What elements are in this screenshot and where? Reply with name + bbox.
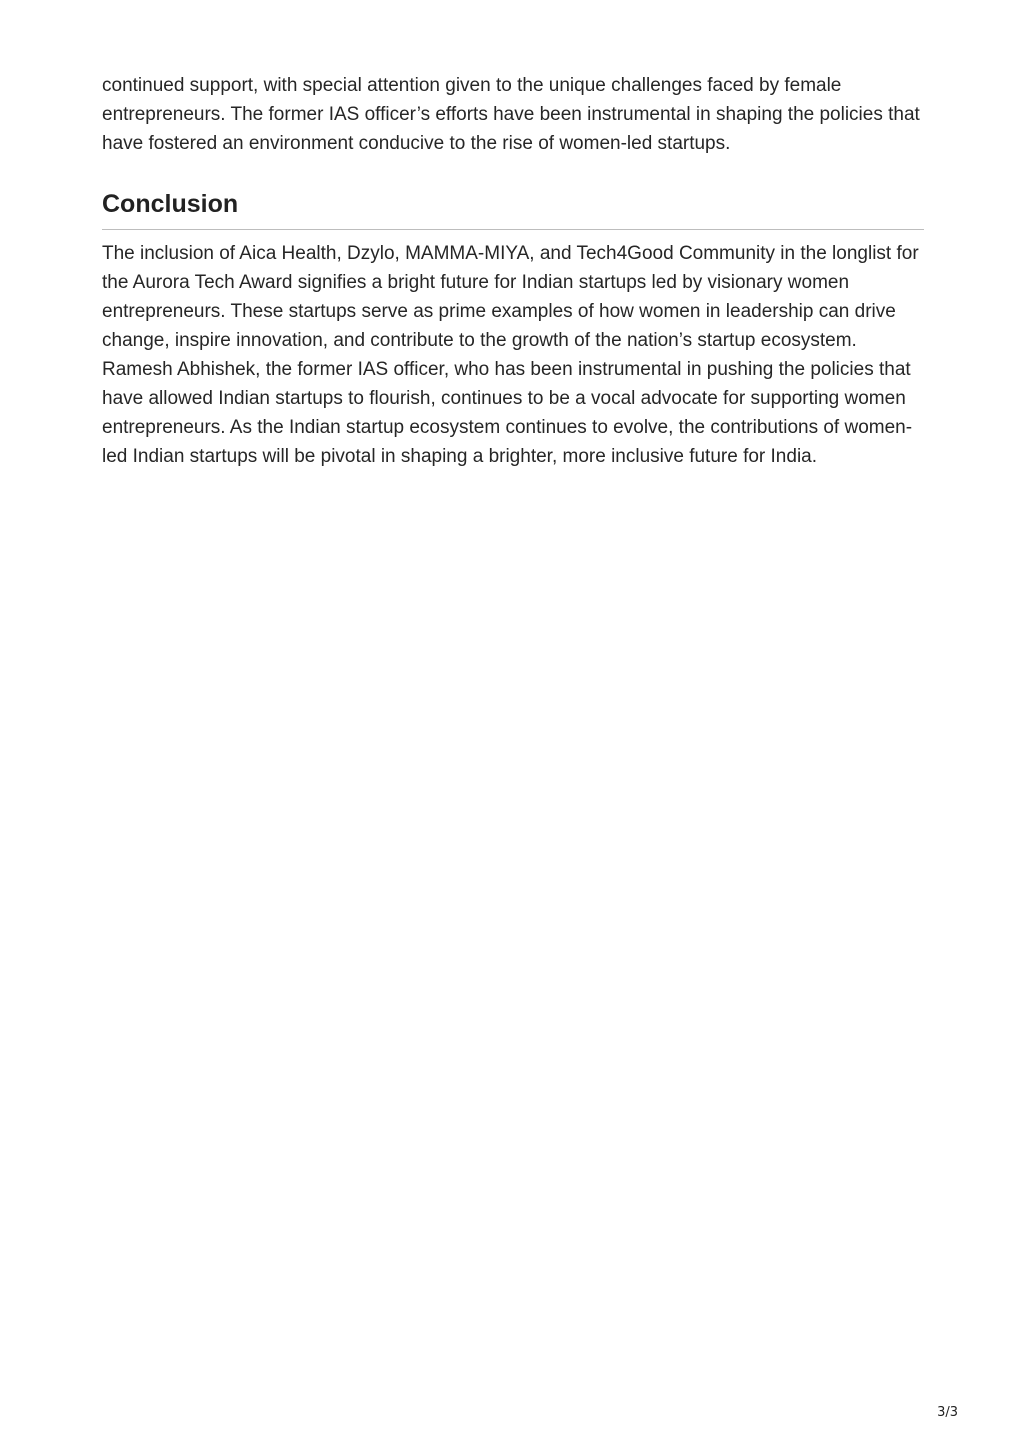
conclusion-paragraph: The inclusion of Aica Health, Dzylo, MAMMA-MIYA, and Tech4Good Community in the longlist for the Aurora Tech Award signifies a bright future for Indian startups led by visionary women entrepreneurs. These startups serve as prime examples of how women in leadership can drive change, inspire innovation, and contribute to the growth of the nation’s startup ecosystem. Ramesh Abhishek, the former IAS officer, who has been instrumental in pushing the policies that have allowed Indian startups to flourish, continues to be a vocal advocate for supporting women entrepreneurs. As the Indian startup ecosystem continues to evolve, the contributions of women-led Indian startups will be pivotal in shaping a brighter, more inclusive future for India. — [102, 243, 919, 467]
article-body — [102, 71, 924, 471]
conclusion-heading: Conclusion — [102, 187, 924, 230]
page-number: 3/3 — [937, 1405, 958, 1420]
intro-paragraph: continued support, with special attention given to the unique challenges faced by female entrepreneurs. The former IAS officer’s efforts have been instrumental in shaping the policies that have fostered an environment conducive to the rise of women-led startups. — [102, 75, 920, 154]
